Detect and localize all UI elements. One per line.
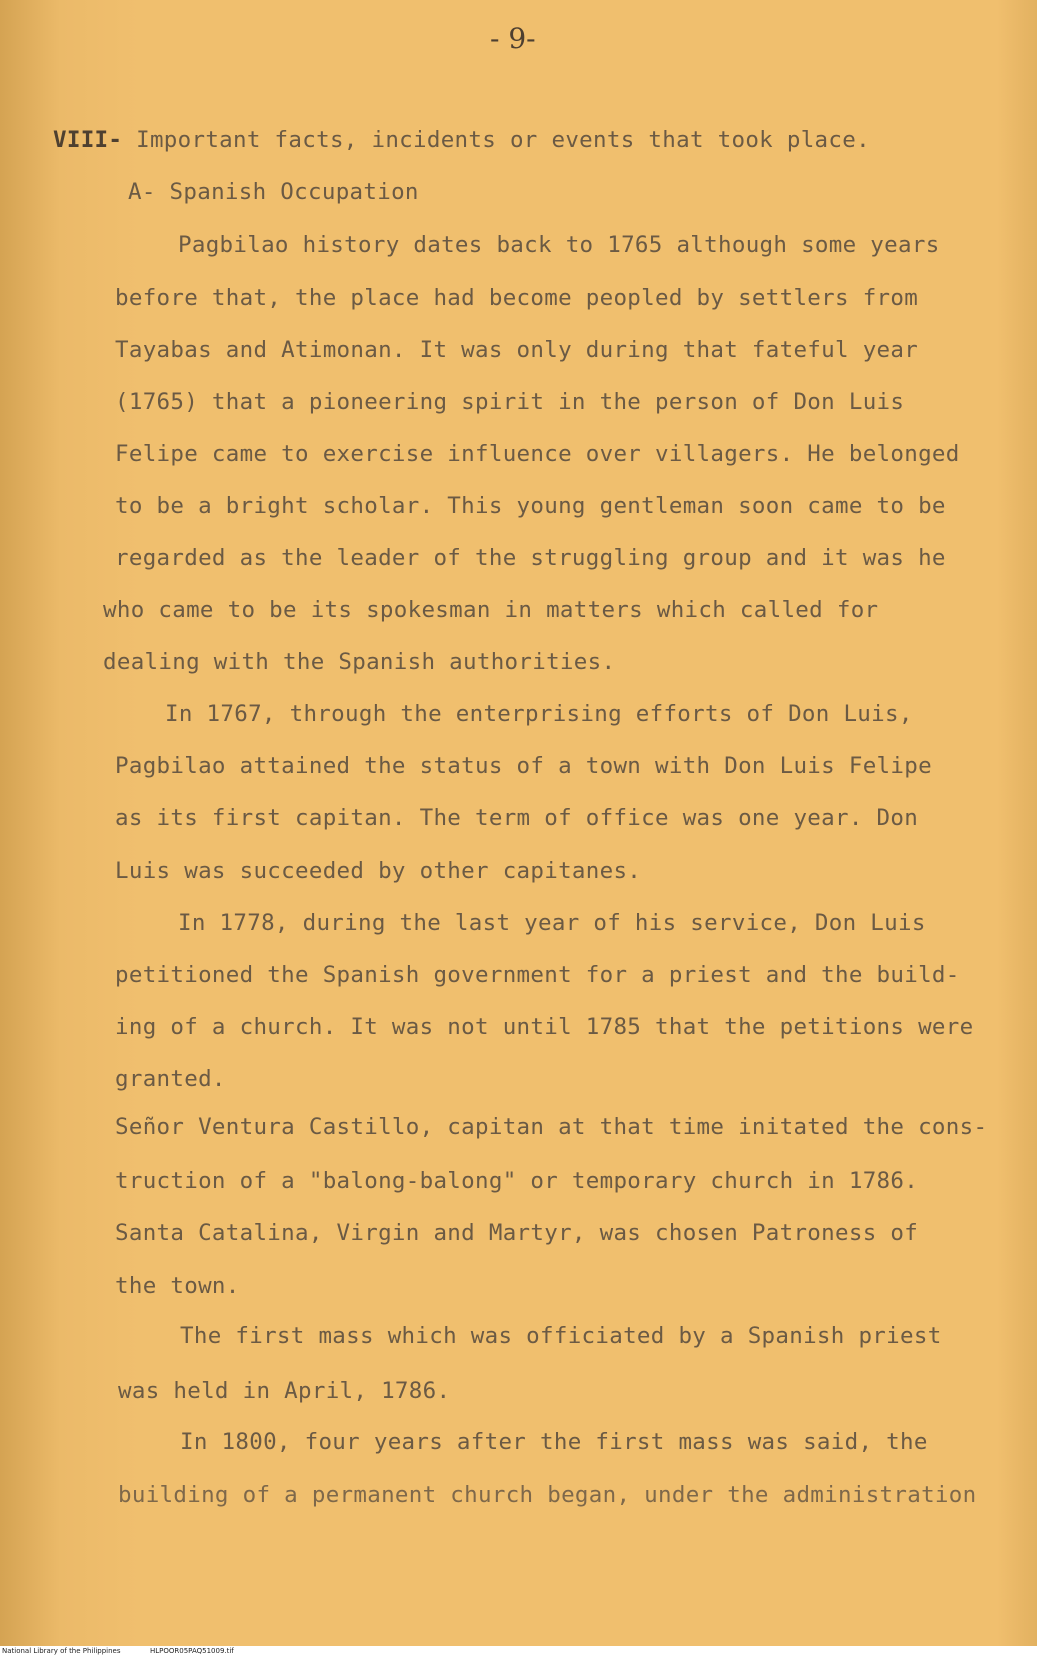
text-line: Pagbilao attained the status of a town with Don Luis Felipe — [115, 753, 932, 779]
text-line: to be a bright scholar. This young gentleman soon came to be — [115, 493, 946, 519]
text-line: the town. — [115, 1273, 240, 1299]
text-line: In 1767, through the enterprising efforts of Don Luis, — [165, 701, 913, 727]
text-line: petitioned the Spanish government for a priest and the build- — [115, 962, 960, 988]
text-line: (1765) that a pioneering spirit in the person of Don Luis — [115, 389, 905, 415]
section-number: VIII- — [53, 127, 123, 153]
footer-filename: HLPOOR05PAQ51009.tif — [150, 1647, 234, 1655]
text-line: In 1778, during the last year of his service, Don Luis — [178, 910, 926, 936]
text-line: was held in April, 1786. — [118, 1378, 451, 1404]
section-heading — [53, 127, 870, 153]
text-line: dealing with the Spanish authorities. — [103, 649, 616, 675]
text-line: Felipe came to exercise influence over villagers. He belonged — [115, 441, 960, 467]
page-number: - 9- — [490, 22, 536, 55]
text-line: Señor Ventura Castillo, capitan at that time initated the cons- — [115, 1114, 988, 1140]
scan-footer — [0, 1646, 1037, 1658]
section-title: Important facts, incidents or events that took place. — [136, 127, 870, 153]
text-line: Luis was succeeded by other capitanes. — [115, 858, 642, 884]
text-line: Pagbilao history dates back to 1765 although some years — [178, 232, 940, 258]
text-line: building of a permanent church began, under the administration — [118, 1482, 977, 1508]
text-line: regarded as the leader of the struggling group and it was he — [115, 545, 946, 571]
text-line: who came to be its spokesman in matters which called for — [103, 597, 879, 623]
text-line: as its first capitan. The term of office was one year. Don — [115, 805, 919, 831]
text-line: Tayabas and Atimonan. It was only during that fateful year — [115, 337, 919, 363]
subheading: A- Spanish Occupation — [128, 179, 419, 205]
text-line: before that, the place had become peopled by settlers from — [115, 285, 919, 311]
text-line: ing of a church. It was not until 1785 that the petitions were — [115, 1014, 974, 1040]
text-line: Santa Catalina, Virgin and Martyr, was chosen Patroness of — [115, 1220, 919, 1246]
text-line: granted. — [115, 1066, 226, 1092]
footer-library: National Library of the Philippines — [2, 1647, 121, 1655]
text-line: truction of a "balong-balong" or temporary church in 1786. — [115, 1168, 919, 1194]
text-line: The first mass which was officiated by a Spanish priest — [180, 1323, 942, 1349]
text-line: In 1800, four years after the first mass was said, the — [180, 1429, 928, 1455]
